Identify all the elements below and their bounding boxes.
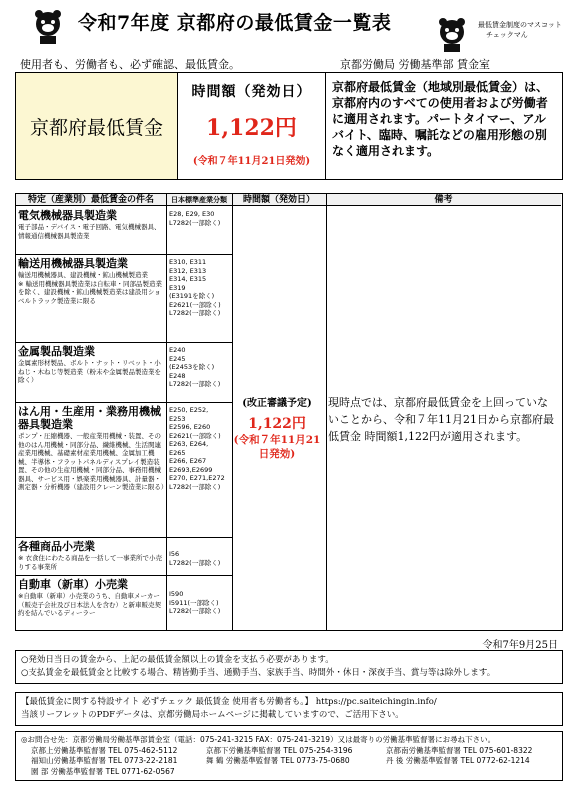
wage-heading: 時間額（発効日） — [191, 84, 312, 100]
industry-wage-cell — [233, 394, 321, 461]
regional-effective-date: (令和７年11月21日発効) — [192, 156, 311, 167]
contacts-box — [15, 731, 563, 781]
industry-name: 自動車（新車）小売業 — [18, 578, 128, 591]
industry-detail: 電子部品・デバイス・電子回路、電気機械器具、情報通信機械器具製造業 — [18, 223, 161, 240]
office-contact: 京都上労働基準監督署 TEL 075-462-5112 — [31, 745, 178, 755]
site-link[interactable]: 【最低賃金に関する特設サイト 必ずチェック 最低賃金 使用者も労働者も。】 https://pc.saiteichingin.info/ — [21, 697, 437, 707]
regional-description: 京都府最低賃金（地域別最低賃金）は、京都府内のすべての使用者および労働者に適用されます。パートタイマー、アルバイト、臨時、嘱託などの雇用形態の別なく適用されます。 — [332, 80, 549, 158]
regional-wage-box — [15, 72, 563, 180]
industry-name: 電気機械器具製造業 — [18, 209, 117, 222]
table-row — [16, 576, 232, 630]
industry-codes: E28, E29, E30 L7282(一部除く) — [169, 210, 221, 227]
issue-date: 令和7年9月25日 — [482, 640, 558, 651]
wage-note: (改正審議予定) — [242, 398, 312, 409]
industry-codes: I590 I5911(一部除く) L7282(一部除く) — [169, 590, 221, 615]
industry-detail: 金属素形材製品、ボルト・ナット・リベット・小ねじ・木ねじ等製造業（粉末や金属製品製造業を除く） — [18, 359, 161, 384]
industry-name: 各種商品小売業 — [18, 540, 95, 553]
note-line: ○発効日当日の賃金から、上記の最低賃金額以上の賃金を支払う必要があります。 — [21, 655, 334, 665]
divider — [326, 194, 327, 630]
notes-box — [15, 650, 563, 684]
page-title: 令和7年度 京都府の最低賃金一覧表 — [78, 12, 392, 34]
regional-wage-cell — [178, 73, 326, 179]
pdf-note: 当該リーフレットのPDFデータは、京都労働局ホームページに掲載していますので、ご活用下さい。 — [21, 710, 404, 720]
office-contact: 福知山労働基準監督署 TEL 0773-22-2181 — [31, 756, 178, 765]
header-industry: 特定（産業別）最低賃金の件名 — [16, 194, 166, 206]
industry-name: 輸送用機械器具製造業 — [18, 257, 128, 270]
subtitle: 使用者も、労働者も、必ず確認、最低賃金。 — [20, 58, 240, 71]
office-contact: 京都南労働基準監督署 TEL 075-601-8322 — [386, 745, 533, 755]
industry-wage-effective: (令和７年11月21日発効) — [233, 434, 321, 460]
industry-name: 金属製品製造業 — [18, 345, 95, 358]
office-contact: 舞 鶴 労働基準監督署 TEL 0773-75-0680 — [206, 756, 350, 765]
header-remarks: 備考 — [326, 194, 561, 206]
industry-detail: ポンプ・圧縮機器、一般産業用機械・装置、その他のはん用機械・同部分品、繊維機械、生活関連産業用機械、基礎素材産業用機械、金属加工機械、半導体・フラットパネルディスプレイ製造装置、その他の生産用機械・同部分品、事務用機械器具、サービス用・娯楽業用機械器具、計量器・測定器・分析機器（建設用クレーン製造業に限る） — [18, 432, 168, 491]
table-row — [16, 207, 232, 255]
table-row — [16, 538, 232, 576]
header-classification: 日本標準産業分類 — [166, 194, 232, 206]
industry-codes: E240 E245 (E2453を除く) E248 L7282(一部除く) — [169, 346, 221, 388]
remarks-text: 現時点では、京都府最低賃金を上回っていないことから、令和７年11月21日から京都府最低賃金 時間額1,122円が適用されます。 — [328, 396, 554, 443]
table-row — [16, 255, 232, 343]
table-row — [16, 343, 232, 403]
industry-detail: 輸送用機械器具、建設機械・鉱山機械製造業 ※ 輸送用機械器具製造業は自転車・同部品製造業を除く、建設機械・鉱山機械製造業は建設用ショベルトラック製造業に限る — [18, 271, 163, 305]
mascot-caption-line2: チェックマん — [486, 31, 528, 39]
industry-detail: ※ 衣食住にわたる商品を一括して一事業所で小売りする事業所 — [18, 554, 163, 571]
office-contact: 丹 後 労働基準監督署 TEL 0772-62-1214 — [386, 756, 530, 765]
table-row — [16, 403, 232, 538]
industry-name: はん用・生産用・業務用機械器具製造業 — [18, 405, 161, 431]
industry-codes: E250, E252, E253 E2596, E260 E2621(一部除く) E263, E264, E265 E266, E267 E2693,E2699 E270, E271,E272 L7282(一部除く) — [169, 406, 225, 491]
mascot-icon-left — [28, 6, 68, 46]
mascot-caption-line1: 最低賃金制度のマスコット — [478, 21, 562, 29]
mascot-icon-right — [432, 14, 472, 54]
note-line: ○支払賃金を最低賃金と比較する場合、精皆勤手当、通勤手当、家族手当、時間外・休日・深夜手当、賞与等は除外します。 — [21, 668, 496, 678]
industry-codes: E310, E311 E312, E313 E314, E315 E319 (E3191を除く) E2621(一部除く) L7282(一部除く) — [169, 258, 221, 317]
office-name: 京都労働局 労働基準部 賃金室 — [340, 58, 490, 71]
contact-intro: ◎お問合せ先：京都労働局労働基準部賃金室（電話：075-241-3215 FAX：075-241-3219）又は最寄りの労働基準監督署にお尋ね下さい。 — [21, 735, 496, 744]
office-contact: 京都下労働基準監督署 TEL 075-254-3196 — [206, 745, 353, 755]
industry-detail: ※自動車（新車）小売業のうち、自動車メーカー（販売子会社及び日本法人を含む）と新車販売契約を結んでいるディーラー — [18, 592, 161, 617]
site-box — [15, 692, 563, 726]
industry-codes: I56 L7282(一部除く) — [169, 550, 221, 567]
industry-wage-table — [15, 193, 563, 631]
regional-wage-value: 1,122円 — [206, 115, 297, 141]
regional-wage-label: 京都府最低賃金 — [16, 73, 178, 179]
header-wage: 時間額（発効日） — [232, 194, 326, 206]
mascot-caption — [478, 20, 562, 40]
office-contact: 園 部 労働基準監督署 TEL 0771-62-0567 — [31, 766, 175, 776]
industry-wage-value: 1,122円 — [248, 416, 306, 432]
